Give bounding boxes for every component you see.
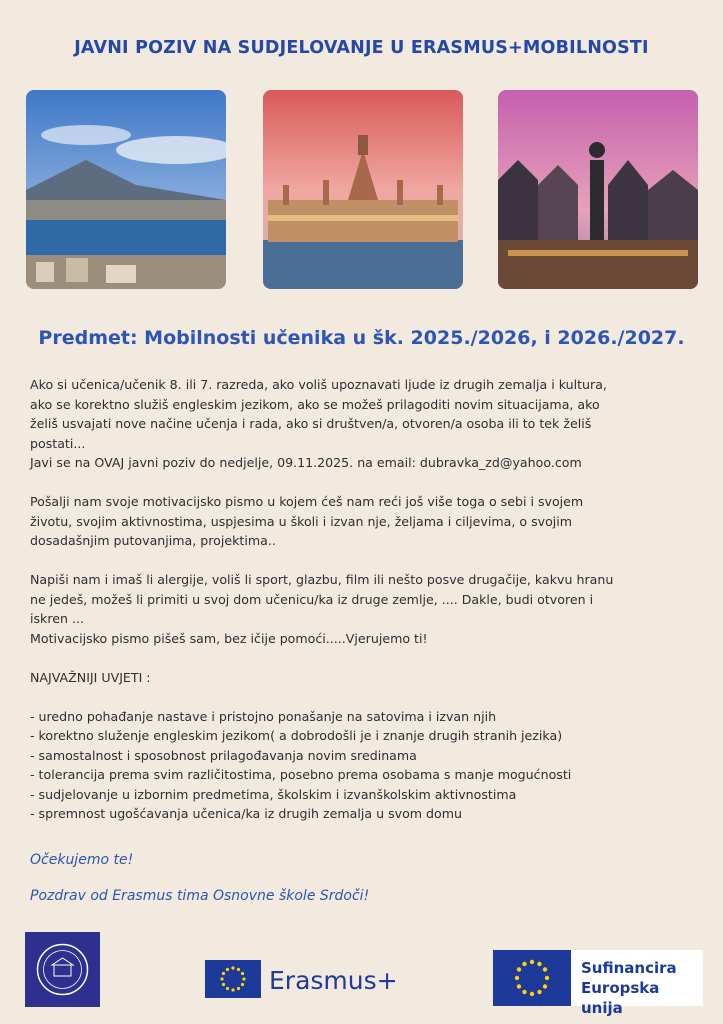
frankfurt-roemer-photo <box>498 90 698 289</box>
closing-line: Očekujemo te! <box>30 852 134 868</box>
write-line: Motivacijsko pismo pišeš sam, bez ičije pomoći.....Vjerujemo ti! <box>30 630 428 646</box>
intro-line: Ako si učenica/učenik 8. ili 7. razreda, ako voliš upoznavati ljude iz drugih zemalja i kultura, <box>30 377 607 392</box>
eu-flag-icon <box>205 960 261 998</box>
letter-line: dosadašnjim putovanjima, projektima.. <box>30 533 276 548</box>
subject-heading: Predmet: Mobilnosti učenika u šk. 2025./2026, i 2026./2027. <box>38 327 685 349</box>
page-title: JAVNI POZIV NA SUDJELOVANJE U ERASMUS+MOBILNOSTI <box>74 38 649 58</box>
school-erasmus-logo <box>25 932 100 1007</box>
eu-flag-icon <box>493 950 571 1006</box>
letter-line: Pošalji nam svoje motivacijsko pismo u kojem ćeš nam reći još više toga o sebi i svojem <box>30 494 584 509</box>
condition-item: - korektno služenje engleskim jezikom( a dobrodošli je i znanje drugih stranih jezika) <box>30 728 563 743</box>
eu-cofunded-logo <box>493 950 703 1017</box>
intro-line: ako se korektno služiš engleskim jezikom, ako se možeš prilagoditi novim situacijama, ako <box>30 396 600 412</box>
eu-cofunded-line1: Sufinancira <box>581 959 677 977</box>
condition-item: - samostalnost i sposobnost prilagođavanja novim sredinama <box>30 747 417 763</box>
letter-line: životu, svojim aktivnostima, uspjesima u školi i izvan nje, željama i ciljevima, o svojim <box>30 513 573 529</box>
eu-cofunded-line2: Europska unija <box>581 979 660 1017</box>
conditions-heading: NAJVAŽNIJI UVJETI : <box>30 669 151 685</box>
condition-item: - uredno pohađanje nastave i pristojno ponašanje na satovima i izvan njih <box>30 708 497 724</box>
condition-item: - spremnost ugošćavanja učenica/ka iz drugih zemalja u svom domu <box>30 806 463 821</box>
erasmus-plus-label: Erasmus+ <box>269 966 398 995</box>
intro-line: postati... <box>30 435 86 451</box>
letter-body <box>30 375 698 824</box>
write-line: iskren ... <box>30 611 84 626</box>
intro-line: želiš usvajati nove načine učenja i rada, ako si društven/a, otvoren/a osoba ili to tek želiš <box>30 416 592 431</box>
conditions-list <box>30 707 698 824</box>
naples-bay-photo <box>26 90 226 289</box>
write-line: ne jedeš, možeš li primiti u svoj dom učenicu/ka iz druge zemlje, .... Dakle, budi otvoren i <box>30 591 594 607</box>
budapest-parliament-photo <box>263 90 463 289</box>
condition-item: - sudjelovanje u izbornim predmetima, školskim i izvanškolskim aktivnostima <box>30 786 517 802</box>
closing-signature: Pozdrav od Erasmus tima Osnovne škole Srdoči! <box>30 888 370 904</box>
write-line: Napiši nam i imaš li alergije, voliš li sport, glazbu, film ili nešto posve drugačije, kakvu hranu <box>30 572 614 587</box>
erasmus-plus-logo <box>205 958 405 998</box>
deadline-line: Javi se na OVAJ javni poziv do nedjelje, 09.11.2025. na email: dubravka_zd@yahoo.com <box>30 455 582 470</box>
condition-item: - tolerancija prema svim različitostima, posebno prema osobama s manje mogućnosti <box>30 767 572 782</box>
eu-cofunded-label <box>581 958 703 1018</box>
